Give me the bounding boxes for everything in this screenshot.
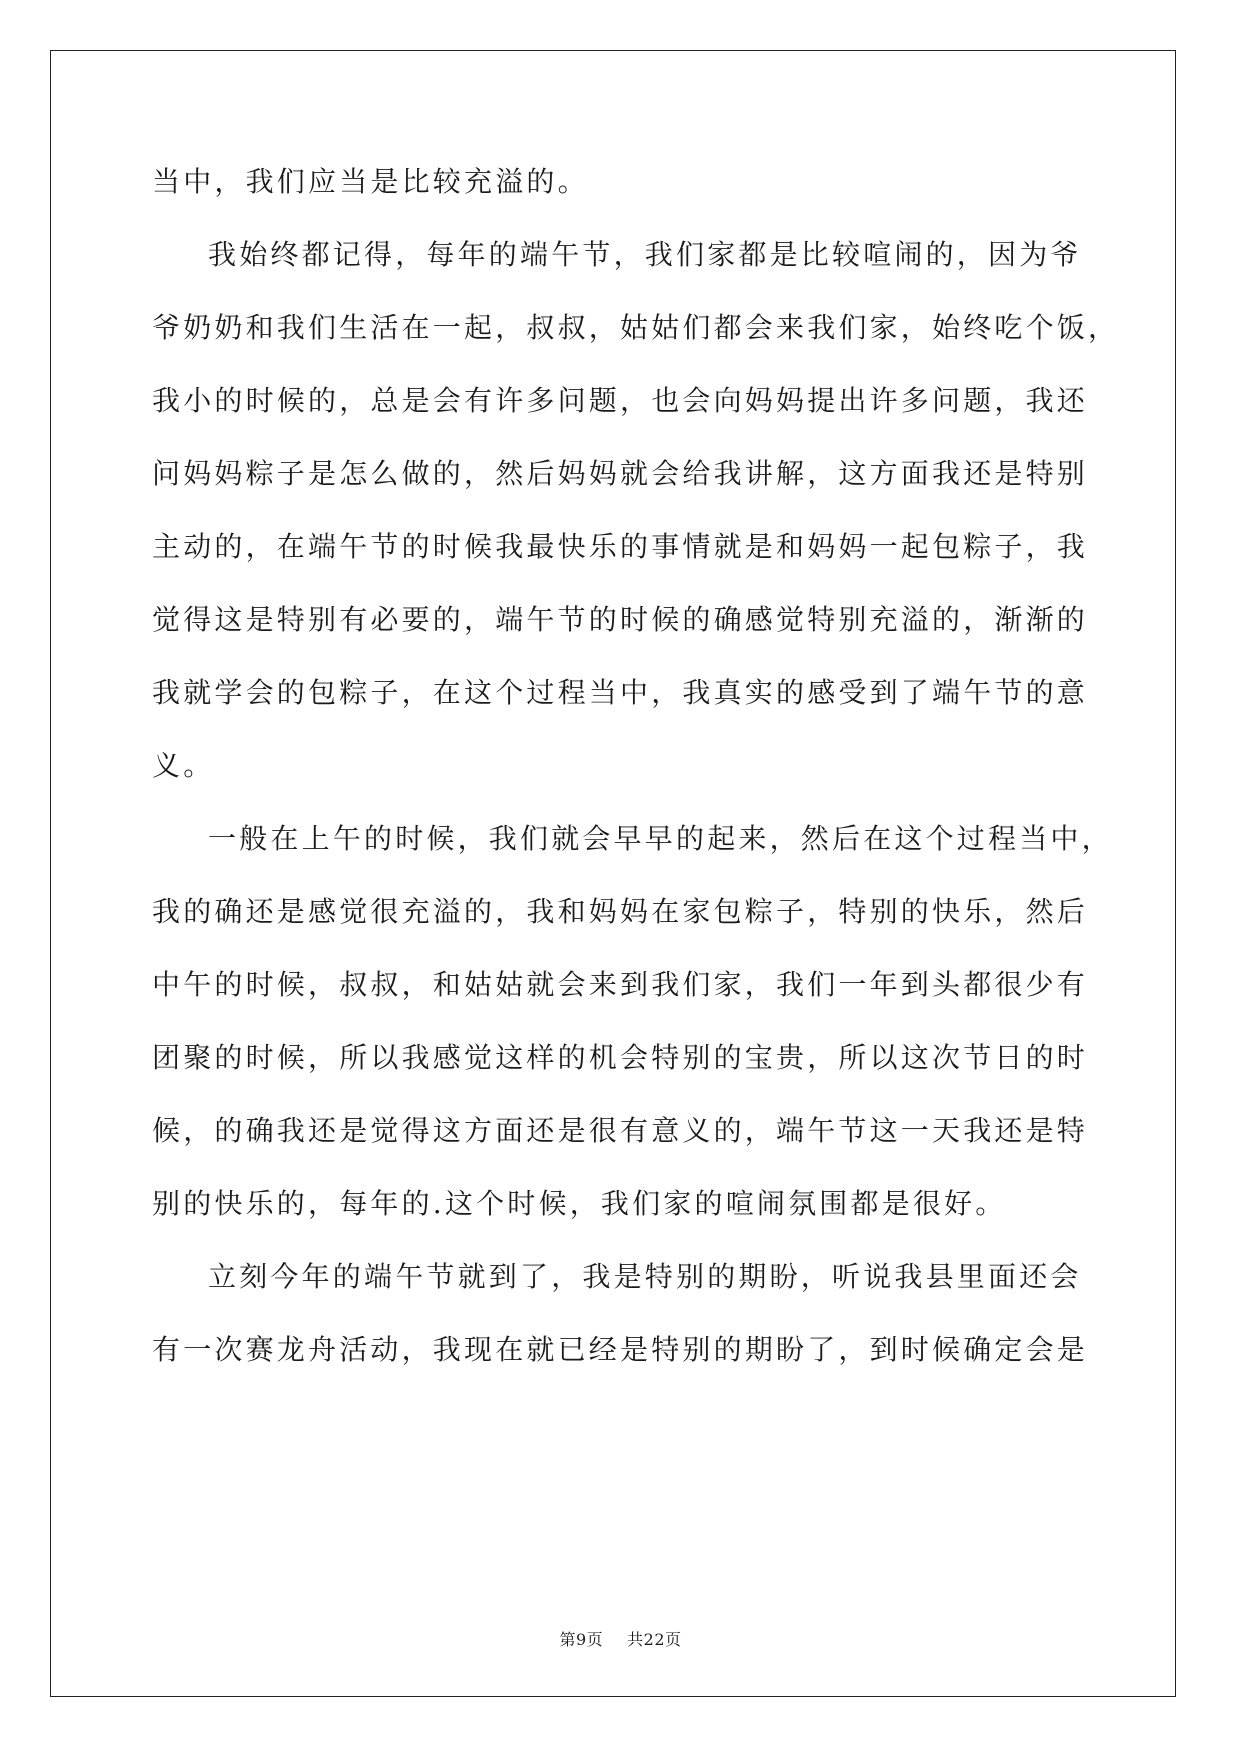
text-line: 觉得这是特别有必要的，端午节的时候的确感觉特别充溢的，渐渐的 [152,603,1089,636]
text-line: 立刻今年的端午节就到了，我是特别的期盼，听说我县里面还会 [208,1260,1082,1293]
text-line: 义。 [152,749,215,782]
text-line: 中午的时候，叔叔，和姑姑就会来到我们家，我们一年到头都很少有 [152,968,1089,1001]
text-line: 候，的确我还是觉得这方面还是很有意义的，端午节这一天我还是特 [152,1114,1089,1147]
text-line: 别的快乐的，每年的.这个时候，我们家的喧闹氛围都是很好。 [152,1187,1007,1220]
page-number: 第9页 [559,1630,604,1649]
text-line: 爷奶奶和我们生活在一起，叔叔，姑姑们都会来我们家，始终吃个饭， [152,311,1120,344]
page-border [50,50,1176,1697]
text-line: 当中，我们应当是比较充溢的。 [152,165,589,198]
text-line: 我始终都记得，每年的端午节，我们家都是比较喧闹的，因为爷 [208,238,1082,271]
text-line: 我就学会的包粽子，在这个过程当中，我真实的感受到了端午节的意 [152,676,1089,709]
text-line: 一般在上午的时候，我们就会早早的起来，然后在这个过程当中， [208,822,1113,855]
text-line: 问妈妈粽子是怎么做的，然后妈妈就会给我讲解，这方面我还是特别 [152,457,1089,490]
page-total: 共22页 [627,1630,682,1649]
page-footer [0,1627,1241,1650]
text-line: 我小的时候的，总是会有许多问题，也会向妈妈提出许多问题，我还 [152,384,1089,417]
text-line: 主动的，在端午节的时候我最快乐的事情就是和妈妈一起包粽子，我 [152,530,1089,563]
text-line: 团聚的时候，所以我感觉这样的机会特别的宝贵，所以这次节日的时 [152,1041,1089,1074]
text-line: 我的确还是感觉很充溢的，我和妈妈在家包粽子，特别的快乐，然后 [152,895,1089,928]
text-line: 有一次赛龙舟活动，我现在就已经是特别的期盼了，到时候确定会是 [152,1333,1089,1366]
